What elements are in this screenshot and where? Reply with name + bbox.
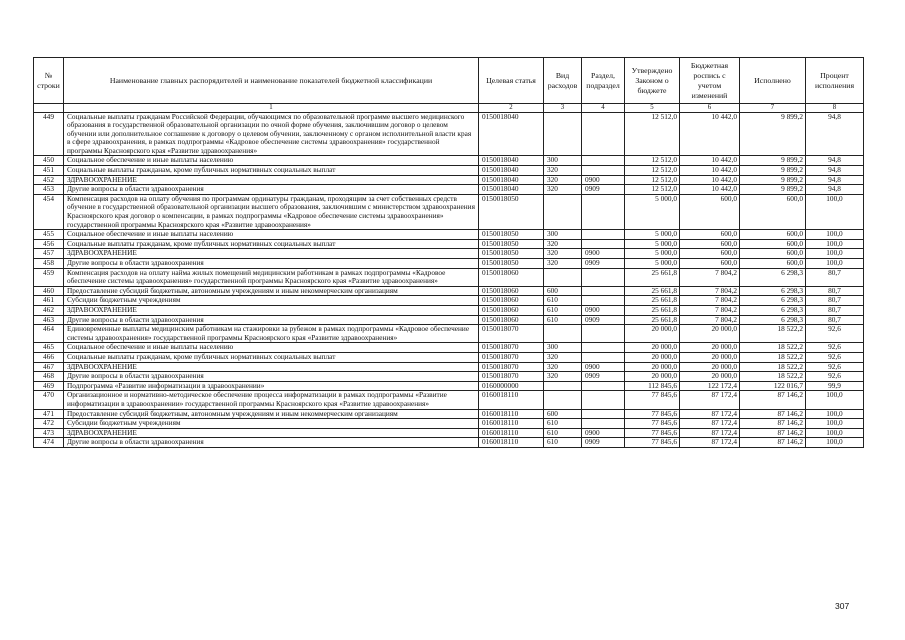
- row-expense-kind: [544, 194, 582, 229]
- row-approved: 12 512,0: [625, 166, 680, 176]
- table-row: [34, 156, 864, 166]
- row-section: [582, 112, 625, 156]
- row-name: Социальные выплаты гражданам, кроме публичных нормативных социальных выплат: [64, 239, 479, 249]
- row-number: 465: [34, 343, 64, 353]
- row-expense-kind: 610: [544, 296, 582, 306]
- row-budget: 122 172,4: [680, 381, 740, 391]
- budget-table-page: [33, 57, 863, 448]
- table-row: [34, 409, 864, 419]
- row-target-article: 0150018050: [479, 259, 544, 269]
- row-percent: 100,0: [806, 419, 864, 429]
- row-executed: 87 146,2: [740, 419, 806, 429]
- row-target-article: 0160018110: [479, 409, 544, 419]
- row-number: 472: [34, 419, 64, 429]
- row-target-article: 0150018060: [479, 268, 544, 286]
- row-executed: 122 016,7: [740, 381, 806, 391]
- row-percent: 100,0: [806, 391, 864, 409]
- row-expense-kind: [544, 391, 582, 409]
- row-number: 450: [34, 156, 64, 166]
- row-target-article: 0150018050: [479, 230, 544, 240]
- table-row: [34, 230, 864, 240]
- table-row: [34, 381, 864, 391]
- col-header-budget: Бюджетная роспись с учетом изменений: [680, 58, 740, 104]
- row-name: Социальное обеспечение и иные выплаты населению: [64, 230, 479, 240]
- row-target-article: 0160018110: [479, 419, 544, 429]
- col-header-kind: Вид расходов: [544, 58, 582, 104]
- row-approved: 5 000,0: [625, 239, 680, 249]
- row-number: 474: [34, 438, 64, 448]
- row-executed: 87 146,2: [740, 409, 806, 419]
- row-approved: 5 000,0: [625, 259, 680, 269]
- row-expense-kind: [544, 381, 582, 391]
- row-expense-kind: 320: [544, 175, 582, 185]
- row-section: [582, 352, 625, 362]
- row-budget: 10 442,0: [680, 156, 740, 166]
- row-approved: 12 512,0: [625, 175, 680, 185]
- row-name: Социальное обеспечение и иные выплаты населению: [64, 343, 479, 353]
- row-name: Социальное обеспечение и иные выплаты населению: [64, 156, 479, 166]
- row-expense-kind: 320: [544, 239, 582, 249]
- row-percent: 80,7: [806, 315, 864, 325]
- row-percent: 100,0: [806, 230, 864, 240]
- row-expense-kind: 610: [544, 438, 582, 448]
- row-percent: 80,7: [806, 268, 864, 286]
- row-approved: 20 000,0: [625, 352, 680, 362]
- row-executed: 600,0: [740, 230, 806, 240]
- row-target-article: 0150018050: [479, 239, 544, 249]
- page-number: 307: [835, 601, 850, 611]
- col-number: 3: [544, 104, 582, 113]
- row-section: [582, 409, 625, 419]
- row-section: 0909: [582, 315, 625, 325]
- table-row: [34, 249, 864, 259]
- row-name: ЗДРАВООХРАНЕНИЕ: [64, 175, 479, 185]
- row-budget: 87 172,4: [680, 428, 740, 438]
- row-expense-kind: 300: [544, 156, 582, 166]
- row-expense-kind: 320: [544, 249, 582, 259]
- row-number: 458: [34, 259, 64, 269]
- row-section: [582, 268, 625, 286]
- row-expense-kind: 320: [544, 352, 582, 362]
- row-percent: 94,8: [806, 112, 864, 156]
- row-budget: 7 804,2: [680, 296, 740, 306]
- row-executed: 6 298,3: [740, 286, 806, 296]
- row-name: Другие вопросы в области здравоохранения: [64, 315, 479, 325]
- row-expense-kind: 600: [544, 286, 582, 296]
- table-row: [34, 185, 864, 195]
- col-number: 2: [479, 104, 544, 113]
- row-expense-kind: 320: [544, 372, 582, 382]
- col-header-percent: Процент исполнения: [806, 58, 864, 104]
- table-row: [34, 175, 864, 185]
- row-executed: 18 522,2: [740, 372, 806, 382]
- row-approved: 25 661,8: [625, 305, 680, 315]
- row-name: Компенсация расходов на оплату обучения по программам ординатуры гражданам, проходящим за счет собственных средств обучение в государственной образовательной организации высшего образования, заключившим с министерством здравоохранения Красноярского края договор о компенсации, в рамках подпрограммы «Кадровое обеспечение системы здравоохранения» государственной программы Красноярского края «Развитие здравоохранения»: [64, 194, 479, 229]
- row-executed: 9 899,2: [740, 175, 806, 185]
- col-number: 5: [625, 104, 680, 113]
- row-target-article: 0160018110: [479, 428, 544, 438]
- row-percent: 94,8: [806, 175, 864, 185]
- row-number: 463: [34, 315, 64, 325]
- row-budget: 10 442,0: [680, 166, 740, 176]
- row-budget: 20 000,0: [680, 362, 740, 372]
- row-expense-kind: 320: [544, 185, 582, 195]
- row-budget: 20 000,0: [680, 325, 740, 343]
- table-row: [34, 268, 864, 286]
- row-name: Субсидии бюджетным учреждениям: [64, 419, 479, 429]
- row-expense-kind: 300: [544, 343, 582, 353]
- row-name: Организационное и нормативно-методическое обеспечение процесса информатизации в рамках подпрограммы «Развитие информатизации в здравоохранении» государственной программы Красноярского края «Развитие здравоохранения»: [64, 391, 479, 409]
- row-name: Субсидии бюджетным учреждениям: [64, 296, 479, 306]
- col-number: 6: [680, 104, 740, 113]
- row-number: 453: [34, 185, 64, 195]
- table-row: [34, 428, 864, 438]
- row-percent: 92,6: [806, 325, 864, 343]
- row-section: [582, 239, 625, 249]
- table-row: [34, 372, 864, 382]
- row-approved: 5 000,0: [625, 194, 680, 229]
- row-percent: 92,6: [806, 352, 864, 362]
- row-executed: 600,0: [740, 249, 806, 259]
- row-section: 0900: [582, 305, 625, 315]
- row-target-article: 0150018050: [479, 194, 544, 229]
- row-target-article: 0150018040: [479, 166, 544, 176]
- row-target-article: 0150018040: [479, 156, 544, 166]
- row-budget: 87 172,4: [680, 438, 740, 448]
- row-budget: 7 804,2: [680, 268, 740, 286]
- col-header-approved: Утверждено Законом о бюджете: [625, 58, 680, 104]
- row-budget: 87 172,4: [680, 419, 740, 429]
- table-row: [34, 239, 864, 249]
- row-percent: 94,8: [806, 185, 864, 195]
- row-target-article: 0150018070: [479, 325, 544, 343]
- row-number: 473: [34, 428, 64, 438]
- row-executed: 6 298,3: [740, 315, 806, 325]
- row-percent: 100,0: [806, 428, 864, 438]
- row-budget: 10 442,0: [680, 175, 740, 185]
- row-percent: 100,0: [806, 438, 864, 448]
- row-percent: 92,6: [806, 343, 864, 353]
- row-section: [582, 286, 625, 296]
- row-approved: 20 000,0: [625, 343, 680, 353]
- row-number: 454: [34, 194, 64, 229]
- row-expense-kind: 610: [544, 428, 582, 438]
- row-name: Предоставление субсидий бюджетным, автономным учреждениям и иным некоммерческим организациям: [64, 286, 479, 296]
- row-target-article: 0150018070: [479, 352, 544, 362]
- row-expense-kind: 610: [544, 305, 582, 315]
- row-approved: 25 661,8: [625, 268, 680, 286]
- table-row: [34, 362, 864, 372]
- row-executed: 6 298,3: [740, 296, 806, 306]
- row-number: 460: [34, 286, 64, 296]
- row-section: 0900: [582, 428, 625, 438]
- row-executed: 6 298,3: [740, 268, 806, 286]
- row-name: Подпрограмма «Развитие информатизации в здравоохранении»: [64, 381, 479, 391]
- row-approved: 12 512,0: [625, 112, 680, 156]
- table-row: [34, 305, 864, 315]
- row-budget: 20 000,0: [680, 343, 740, 353]
- row-expense-kind: 600: [544, 409, 582, 419]
- row-percent: 94,8: [806, 166, 864, 176]
- row-section: [582, 194, 625, 229]
- row-number: 471: [34, 409, 64, 419]
- row-executed: 18 522,2: [740, 343, 806, 353]
- col-header-executed: Исполнено: [740, 58, 806, 104]
- row-target-article: 0150018050: [479, 249, 544, 259]
- row-section: 0909: [582, 372, 625, 382]
- row-name: ЗДРАВООХРАНЕНИЕ: [64, 362, 479, 372]
- row-number: 459: [34, 268, 64, 286]
- row-target-article: 0150018070: [479, 372, 544, 382]
- col-header-target: Целевая статья: [479, 58, 544, 104]
- row-number: 467: [34, 362, 64, 372]
- row-section: [582, 296, 625, 306]
- row-percent: 80,7: [806, 286, 864, 296]
- row-approved: 77 845,6: [625, 438, 680, 448]
- table-row: [34, 315, 864, 325]
- row-number: 462: [34, 305, 64, 315]
- row-section: 0909: [582, 185, 625, 195]
- row-name: Единовременные выплаты медицинским работникам на стажировки за рубежом в рамках подпрограммы «Кадровое обеспечение системы здравоохранения» государственной программы Красноярского края «Развитие здравоохранения»: [64, 325, 479, 343]
- row-percent: 80,7: [806, 296, 864, 306]
- row-budget: 20 000,0: [680, 372, 740, 382]
- row-executed: 9 899,2: [740, 156, 806, 166]
- row-section: 0909: [582, 438, 625, 448]
- row-target-article: 0150018070: [479, 343, 544, 353]
- row-target-article: 0160018110: [479, 438, 544, 448]
- row-target-article: 0150018070: [479, 362, 544, 372]
- row-executed: 18 522,2: [740, 325, 806, 343]
- row-budget: 10 442,0: [680, 185, 740, 195]
- table-row: [34, 352, 864, 362]
- row-name: ЗДРАВООХРАНЕНИЕ: [64, 305, 479, 315]
- row-approved: 25 661,8: [625, 315, 680, 325]
- row-budget: 7 804,2: [680, 315, 740, 325]
- row-percent: 100,0: [806, 259, 864, 269]
- row-section: [582, 156, 625, 166]
- row-approved: 77 845,6: [625, 419, 680, 429]
- table-header-row: [34, 58, 864, 104]
- row-executed: 9 899,2: [740, 185, 806, 195]
- row-percent: 92,6: [806, 362, 864, 372]
- row-section: 0909: [582, 259, 625, 269]
- row-percent: 100,0: [806, 409, 864, 419]
- row-executed: 18 522,2: [740, 362, 806, 372]
- row-name: ЗДРАВООХРАНЕНИЕ: [64, 249, 479, 259]
- row-section: [582, 419, 625, 429]
- col-header-name: Наименование главных распорядителей и наименование показателей бюджетной классификации: [64, 58, 479, 104]
- table-row: [34, 343, 864, 353]
- row-name: Социальные выплаты гражданам Российской Федерации, обучающимся по образовательной программе высшего медицинского образования в государственной образовательной организации по очной форме обучения, заключившим договор о целевом обучении или дополнительное соглашение к договору о целевом обучении, заключенному с органом исполнительной власти края в сфере здравоохранения, в рамках подпрограммы «Кадровое обеспечение системы здравоохранения» государственной программы Красноярского края «Развитие здравоохранения»: [64, 112, 479, 156]
- row-approved: 20 000,0: [625, 325, 680, 343]
- row-target-article: 0150018060: [479, 315, 544, 325]
- row-section: [582, 343, 625, 353]
- row-percent: 100,0: [806, 194, 864, 229]
- row-section: [582, 166, 625, 176]
- row-budget: 10 442,0: [680, 112, 740, 156]
- row-name: Компенсация расходов на оплату найма жилых помещений медицинским работникам в рамках подпрограммы «Кадровое обеспечение системы здравоохранения» государственной программы Красноярского края «Развитие здравоохранения»: [64, 268, 479, 286]
- col-number: 1: [64, 104, 479, 113]
- row-name: Социальные выплаты гражданам, кроме публичных нормативных социальных выплат: [64, 352, 479, 362]
- table-row: [34, 325, 864, 343]
- col-header-num: № строки: [34, 58, 64, 104]
- row-percent: 100,0: [806, 239, 864, 249]
- table-row: [34, 259, 864, 269]
- row-approved: 77 845,6: [625, 428, 680, 438]
- row-approved: 5 000,0: [625, 230, 680, 240]
- row-target-article: 0150018040: [479, 185, 544, 195]
- row-expense-kind: 320: [544, 362, 582, 372]
- row-section: [582, 325, 625, 343]
- row-budget: 7 804,2: [680, 286, 740, 296]
- row-approved: 5 000,0: [625, 249, 680, 259]
- row-name: Другие вопросы в области здравоохранения: [64, 438, 479, 448]
- row-approved: 25 661,8: [625, 286, 680, 296]
- row-expense-kind: 610: [544, 315, 582, 325]
- col-number: 7: [740, 104, 806, 113]
- row-executed: 600,0: [740, 239, 806, 249]
- row-name: Другие вопросы в области здравоохранения: [64, 259, 479, 269]
- row-target-article: 0150018060: [479, 286, 544, 296]
- row-expense-kind: [544, 268, 582, 286]
- row-target-article: 0150018060: [479, 296, 544, 306]
- table-row: [34, 419, 864, 429]
- row-section: 0900: [582, 249, 625, 259]
- row-percent: 99,9: [806, 381, 864, 391]
- col-number: 8: [806, 104, 864, 113]
- row-target-article: 0150018040: [479, 175, 544, 185]
- row-percent: 100,0: [806, 249, 864, 259]
- row-section: 0900: [582, 362, 625, 372]
- row-number: 464: [34, 325, 64, 343]
- row-approved: 77 845,6: [625, 391, 680, 409]
- row-executed: 9 899,2: [740, 166, 806, 176]
- row-target-article: 0150018060: [479, 305, 544, 315]
- row-approved: 25 661,8: [625, 296, 680, 306]
- row-percent: 92,6: [806, 372, 864, 382]
- table-row: [34, 438, 864, 448]
- row-section: [582, 381, 625, 391]
- row-executed: 6 298,3: [740, 305, 806, 315]
- row-number: 469: [34, 381, 64, 391]
- col-number: 4: [582, 104, 625, 113]
- row-name: Другие вопросы в области здравоохранения: [64, 185, 479, 195]
- row-number: 457: [34, 249, 64, 259]
- row-expense-kind: 320: [544, 166, 582, 176]
- row-number: 449: [34, 112, 64, 156]
- row-number: 470: [34, 391, 64, 409]
- table-row: [34, 391, 864, 409]
- row-number: 452: [34, 175, 64, 185]
- row-section: 0900: [582, 175, 625, 185]
- row-budget: 600,0: [680, 259, 740, 269]
- row-executed: 87 146,2: [740, 438, 806, 448]
- row-target-article: 0160000000: [479, 381, 544, 391]
- row-expense-kind: 320: [544, 259, 582, 269]
- col-header-section: Раздел, подраздел: [582, 58, 625, 104]
- row-approved: 77 845,6: [625, 409, 680, 419]
- row-budget: 600,0: [680, 230, 740, 240]
- row-budget: 87 172,4: [680, 409, 740, 419]
- row-executed: 600,0: [740, 259, 806, 269]
- table-row: [34, 166, 864, 176]
- row-approved: 12 512,0: [625, 185, 680, 195]
- row-budget: 600,0: [680, 249, 740, 259]
- row-executed: 600,0: [740, 194, 806, 229]
- row-name: Социальные выплаты гражданам, кроме публичных нормативных социальных выплат: [64, 166, 479, 176]
- row-target-article: 0160018110: [479, 391, 544, 409]
- row-name: Другие вопросы в области здравоохранения: [64, 372, 479, 382]
- row-approved: 112 845,6: [625, 381, 680, 391]
- row-approved: 20 000,0: [625, 372, 680, 382]
- table-row: [34, 296, 864, 306]
- row-name: Предоставление субсидий бюджетным, автономным учреждениям и иным некоммерческим организациям: [64, 409, 479, 419]
- row-budget: 600,0: [680, 194, 740, 229]
- row-expense-kind: 610: [544, 419, 582, 429]
- row-name: ЗДРАВООХРАНЕНИЕ: [64, 428, 479, 438]
- row-percent: 80,7: [806, 305, 864, 315]
- row-number: 466: [34, 352, 64, 362]
- budget-table: [33, 57, 864, 448]
- row-budget: 87 172,4: [680, 391, 740, 409]
- row-approved: 20 000,0: [625, 362, 680, 372]
- row-percent: 94,8: [806, 156, 864, 166]
- row-number: 455: [34, 230, 64, 240]
- row-budget: 20 000,0: [680, 352, 740, 362]
- row-expense-kind: [544, 112, 582, 156]
- row-number: 461: [34, 296, 64, 306]
- row-expense-kind: [544, 325, 582, 343]
- table-row: [34, 194, 864, 229]
- row-number: 456: [34, 239, 64, 249]
- table-row: [34, 112, 864, 156]
- row-target-article: 0150018040: [479, 112, 544, 156]
- row-expense-kind: 300: [544, 230, 582, 240]
- column-number-row: [34, 104, 864, 113]
- row-executed: 18 522,2: [740, 352, 806, 362]
- row-section: [582, 391, 625, 409]
- row-section: [582, 230, 625, 240]
- row-budget: 7 804,2: [680, 305, 740, 315]
- row-number: 451: [34, 166, 64, 176]
- row-number: 468: [34, 372, 64, 382]
- row-approved: 12 512,0: [625, 156, 680, 166]
- row-executed: 87 146,2: [740, 391, 806, 409]
- row-budget: 600,0: [680, 239, 740, 249]
- row-executed: 87 146,2: [740, 428, 806, 438]
- row-executed: 9 899,2: [740, 112, 806, 156]
- table-row: [34, 286, 864, 296]
